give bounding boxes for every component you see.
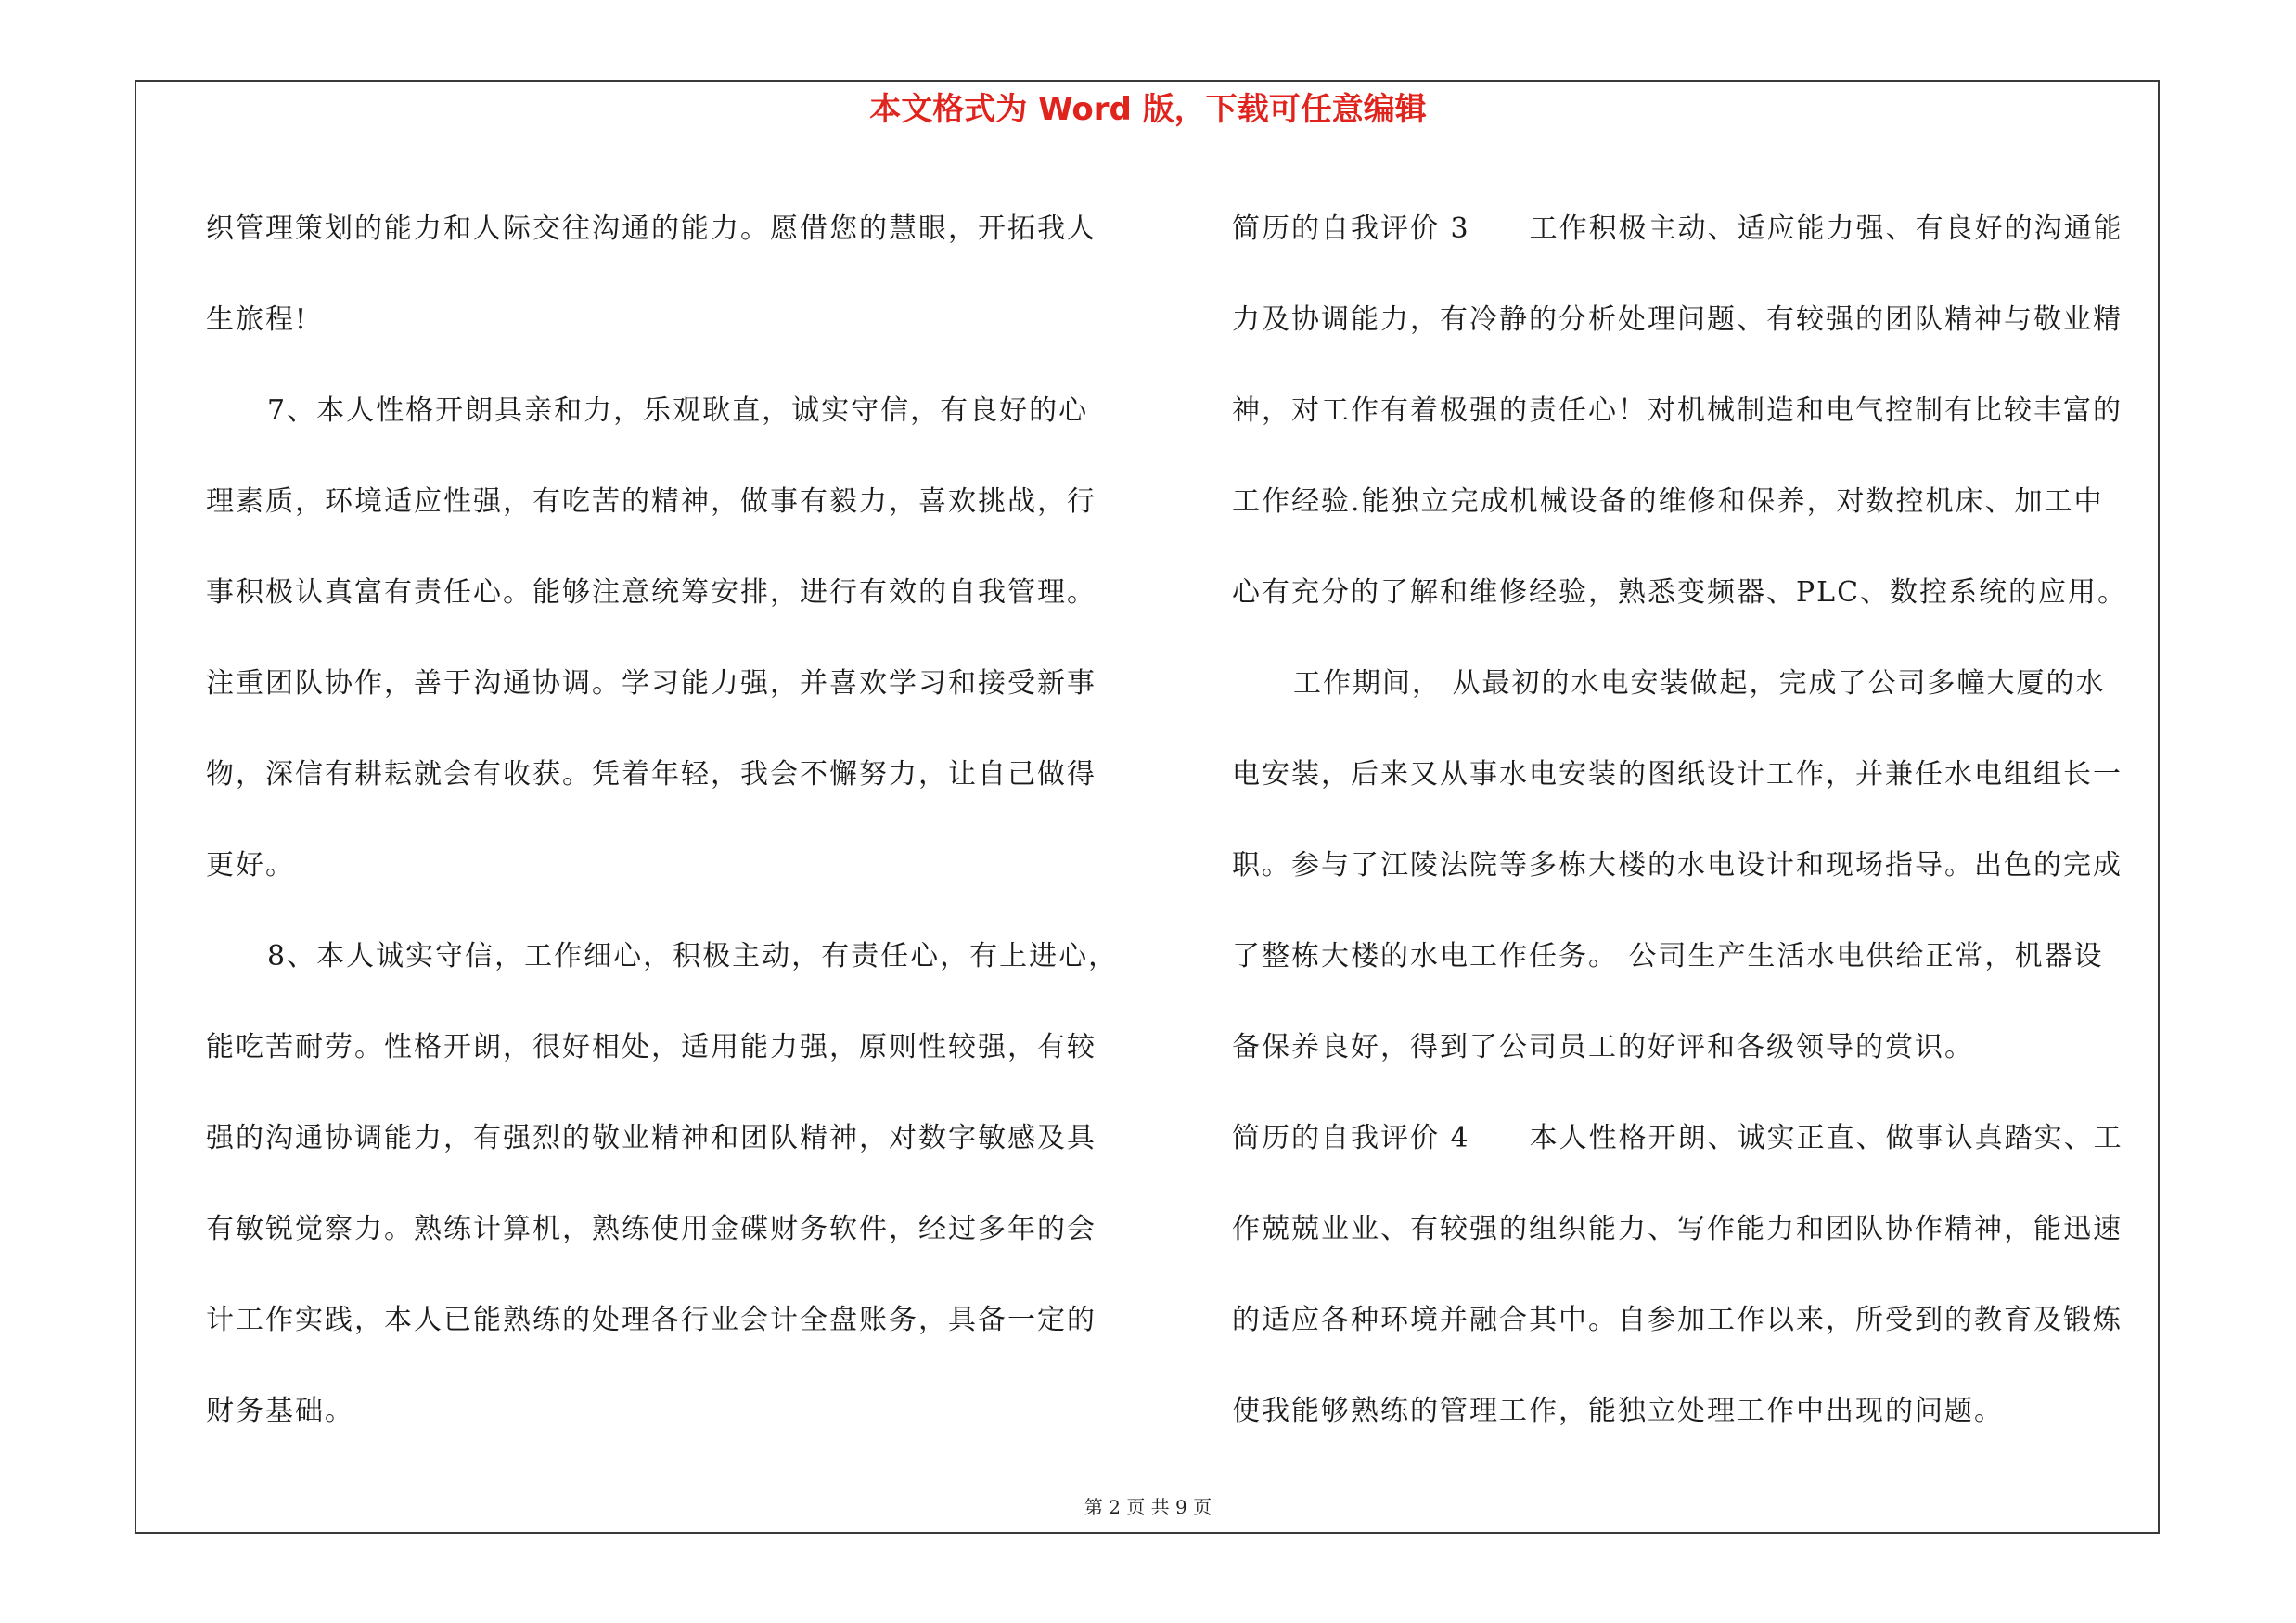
- text-line: 计工作实践，本人已能熟练的处理各行业会计全盘账务，具备一定的: [206, 1304, 1097, 1336]
- text-line: 注重团队协作，善于沟通协调。学习能力强，并喜欢学习和接受新事: [206, 667, 1097, 700]
- text-line: 强的沟通协调能力，有强烈的敬业精神和团队精神，对数字敏感及具: [206, 1122, 1097, 1154]
- text-line: 财务基础。: [206, 1395, 354, 1427]
- left-text-column: [206, 184, 1148, 1457]
- page-number-footer: 第 2 页 共 9 页: [1084, 1496, 1212, 1518]
- text-line: 简历的自我评价 3 工作积极主动、适应能力强、有良好的沟通能: [1232, 213, 2123, 245]
- text-line: 物，深信有耕耘就会有收获。凭着年轻，我会不懈努力，让自己做得: [206, 758, 1097, 791]
- text-line: 备保养良好，得到了公司员工的好评和各级领导的赏识。: [1232, 1031, 1974, 1063]
- text-line: 职。参与了江陵法院等多栋大楼的水电设计和现场指导。出色的完成: [1232, 849, 2123, 882]
- text-line: 电安装，后来又从事水电安装的图纸设计工作，并兼任水电组组长一: [1232, 758, 2123, 791]
- text-line: 工作期间， 从最初的水电安装做起，完成了公司多幢大厦的水: [1293, 667, 2106, 700]
- text-line: 神，对工作有着极强的责任心！对机械制造和电气控制有比较丰富的: [1232, 394, 2123, 427]
- text-line: 生旅程!: [206, 303, 309, 336]
- text-line: 8、本人诚实守信，工作细心，积极主动，有责任心，有上进心，: [267, 940, 1119, 973]
- text-line: 事积极认真富有责任心。能够注意统筹安排，进行有效的自我管理。: [206, 576, 1097, 609]
- text-line: 心有充分的了解和维修经验，熟悉变频器、PLC、数控系统的应用。: [1232, 576, 2128, 609]
- text-line: 作兢兢业业、有较强的组织能力、写作能力和团队协作精神，能迅速: [1232, 1213, 2123, 1245]
- text-line: 更好。: [206, 849, 295, 882]
- text-line: 简历的自我评价 4 本人性格开朗、诚实正直、做事认真踏实、工: [1232, 1122, 2123, 1154]
- text-line: 了整栋大楼的水电工作任务。 公司生产生活水电供给正常，机器设: [1232, 940, 2104, 973]
- text-line: 能吃苦耐劳。性格开朗，很好相处，适用能力强，原则性较强，有较: [206, 1031, 1097, 1063]
- text-line: 使我能够熟练的管理工作，能独立处理工作中出现的问题。: [1232, 1395, 2004, 1427]
- format-banner: 本文格式为 Word 版，下载可任意编辑: [869, 91, 1427, 128]
- right-text-column: [1232, 184, 2155, 1457]
- text-line: 理素质，环境适应性强，有吃苦的精神，做事有毅力，喜欢挑战，行: [206, 485, 1097, 518]
- text-line: 7、本人性格开朗具亲和力，乐观耿直，诚实守信，有良好的心: [267, 394, 1089, 427]
- text-line: 力及协调能力，有冷静的分析处理问题、有较强的团队精神与敬业精: [1232, 303, 2123, 336]
- text-line: 织管理策划的能力和人际交往沟通的能力。愿借您的慧眼，开拓我人: [206, 213, 1097, 245]
- text-line: 的适应各种环境并融合其中。自参加工作以来，所受到的教育及锻炼: [1232, 1304, 2123, 1336]
- text-line: 有敏锐觉察力。熟练计算机，熟练使用金碟财务软件，经过多年的会: [206, 1213, 1097, 1245]
- text-line: 工作经验.能独立完成机械设备的维修和保养，对数控机床、加工中: [1232, 485, 2104, 518]
